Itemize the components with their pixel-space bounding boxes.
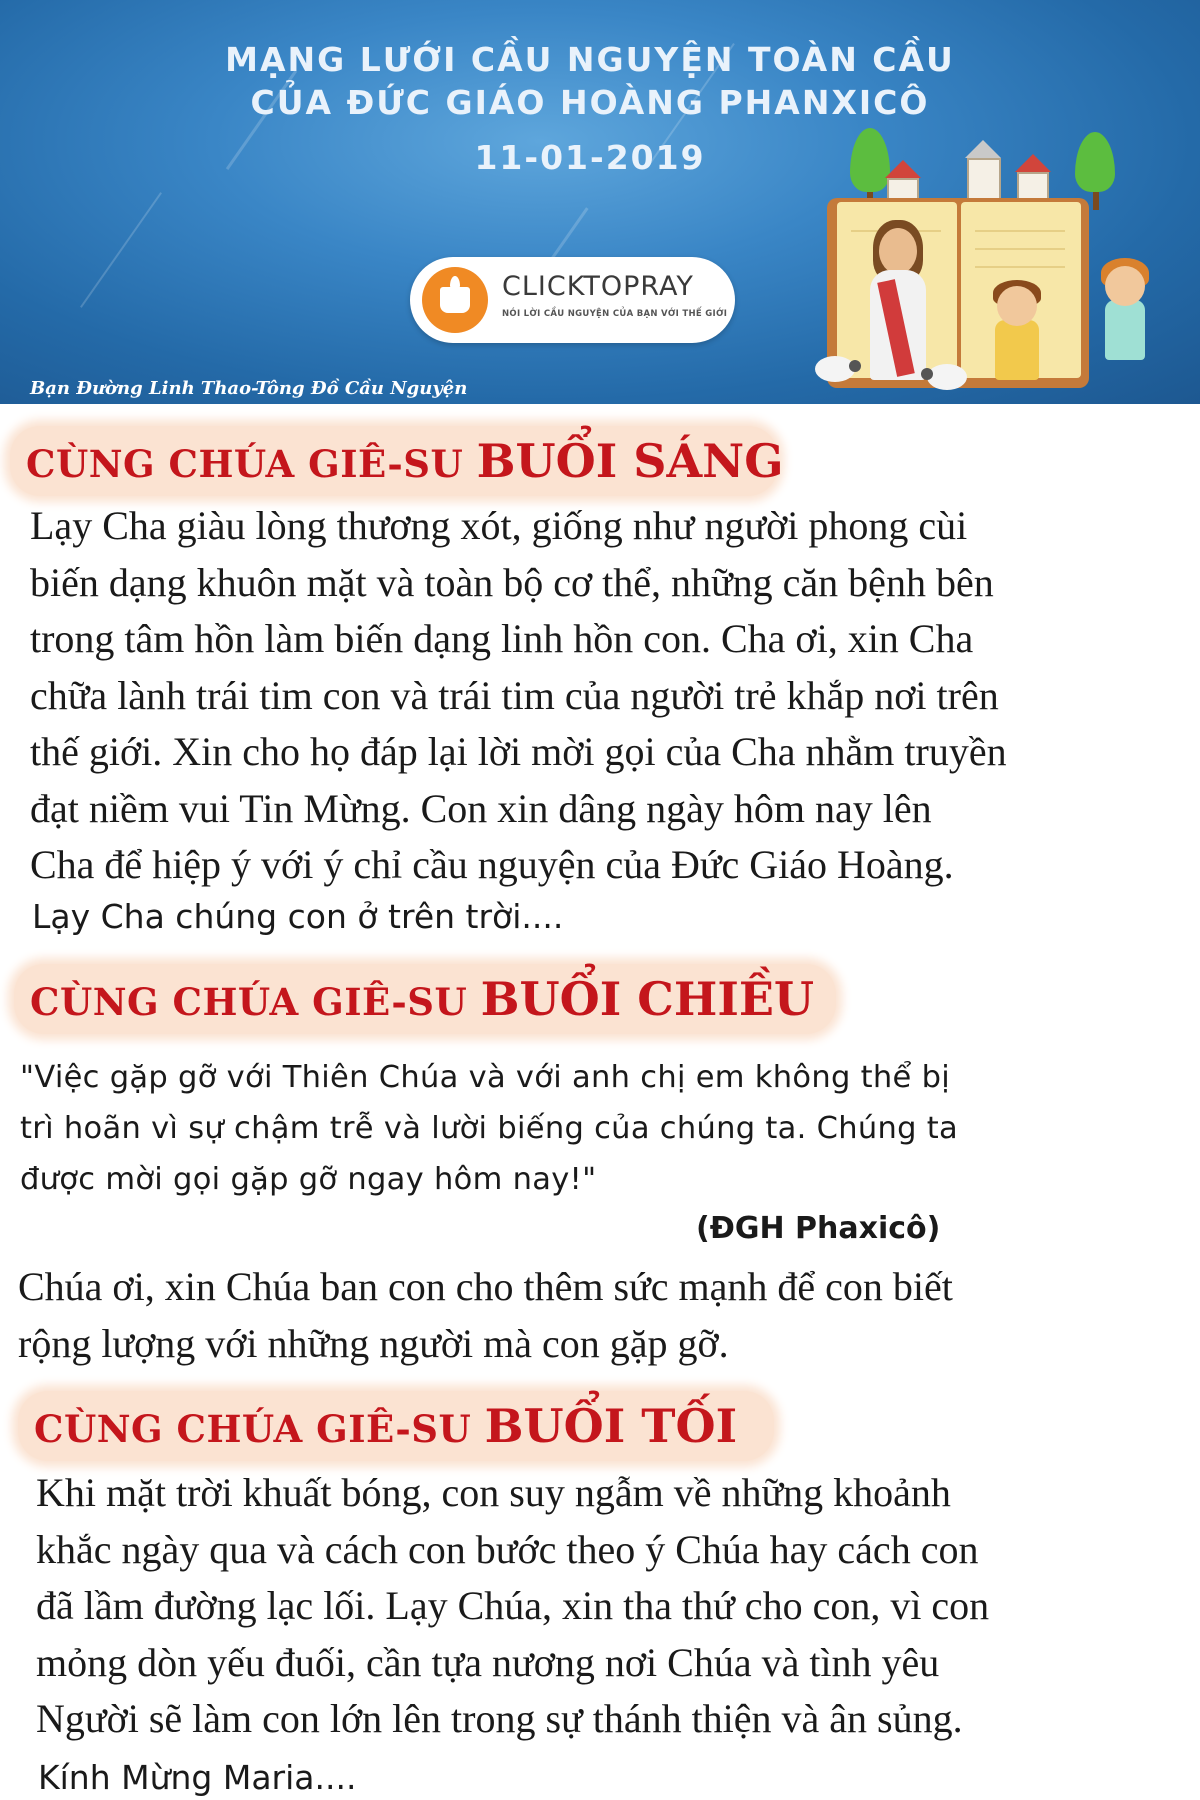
quote-attribution: (ĐGH Phaxicô) [696,1211,941,1246]
quote-line: trì hoãn vì sự chậm trễ và lười biếng của chúng ta. Chúng ta [20,1111,959,1146]
morning-prayer [30,498,1007,894]
evening-heading [18,1391,774,1461]
banner-credit: Bạn Đường Linh Thao-Tông Đồ Cầu Nguyện [30,378,468,399]
text-line: rộng lượng với những người mà con gặp gỡ. [18,1320,729,1366]
text-line: thế giới. Xin cho họ đáp lại lời mời gọi của Cha nhằm truyền [30,729,1007,774]
afternoon-heading-tail: BUỔI CHIỀU [480,972,815,1026]
text-line: Người sẽ làm con lớn lên trong sự thánh thiện và ân sủng. [36,1696,963,1741]
text-line: trong tâm hồn làm biến dạng linh hồn con. Cha ơi, xin Cha [30,616,974,661]
evening-heading-tail: BUỔI TỐI [484,1399,738,1453]
text-line: Khi mặt trời khuất bóng, con suy ngẫm về những khoảnh [36,1470,951,1515]
banner-title-line1: MẠNG LƯỚI CẦU NGUYỆN TOÀN CẦU [225,40,955,79]
light-ray [80,192,162,308]
morning-heading [10,426,784,496]
pope-quote [20,1052,958,1205]
tree-icon [850,128,890,192]
afternoon-prayer [18,1259,953,1372]
child-figure [995,320,1039,380]
text-line: Chúa ơi, xin Chúa ban con cho thêm sức mạnh để con biết [18,1264,953,1309]
evening-heading-lead: CÙNG CHÚA GIÊ-SU [34,1407,485,1451]
text-line: Cha để hiệp ý với ý chỉ cầu nguyện của Đức Giáo Hoàng. [30,842,954,887]
quote-line: được mời gọi gặp gỡ ngay hôm nay!" [20,1162,597,1197]
text-line: khắc ngày qua và cách con bước theo ý Chúa hay cách con [36,1526,979,1572]
child-figure [1105,300,1145,360]
bible-illustration [815,120,1200,404]
text-line: biến dạng khuôn mặt và toàn bộ cơ thể, những căn bệnh bên [30,559,994,605]
evening-prayer [36,1465,989,1748]
church-icon [967,158,1001,202]
banner-title-line2: CỦA ĐỨC GIÁO HOÀNG PHANXICÔ [250,83,930,122]
candle-icon [422,267,488,333]
sheep-icon [927,364,967,390]
clicktopray-logo [410,257,735,343]
quote-line: "Việc gặp gỡ với Thiên Chúa và với anh chị em không thể bị [20,1060,951,1095]
tree-icon [1075,132,1115,192]
text-line: chữa lành trái tim con và trái tim của người trẻ khắp nơi trên [30,672,999,718]
logo-name: CLICKTOPRAY [502,271,694,302]
text-line: đạt niềm vui Tin Mừng. Con xin dâng ngày hôm nay lên [30,785,932,831]
morning-heading-tail: BUỔI SÁNG [476,434,784,488]
logo-tagline: NÓI LỜI CẦU NGUYỆN CỦA BẠN VỚI THẾ GIỚI [502,309,728,319]
afternoon-heading [14,964,836,1034]
evening-ending: Kính Mừng Maria.... [38,1758,357,1797]
banner-date: 11-01-2019 [474,138,706,177]
header-banner [0,0,1200,404]
morning-ending: Lạy Cha chúng con ở trên trời.... [32,897,564,936]
afternoon-heading-lead: CÙNG CHÚA GIÊ-SU [30,980,481,1024]
text-line: mỏng dòn yếu đuối, cần tựa nương nơi Chúa và tình yêu [36,1639,940,1685]
text-line: đã lầm đường lạc lối. Lạy Chúa, xin tha thứ cho con, vì con [36,1583,990,1628]
text-line: Lạy Cha giàu lòng thương xót, giống như người phong cùi [30,503,968,548]
morning-heading-lead: CÙNG CHÚA GIÊ-SU [26,442,477,486]
